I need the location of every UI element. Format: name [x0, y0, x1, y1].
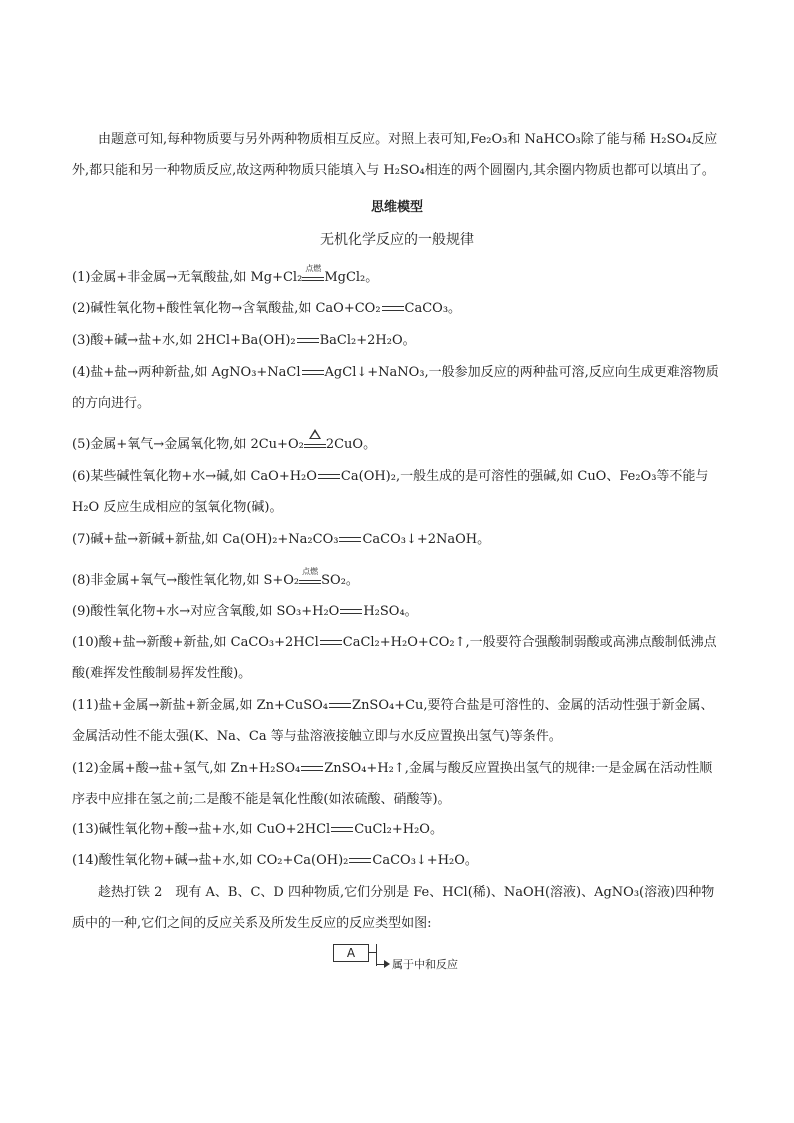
section-subheading: 无机化学反应的一般规律: [320, 232, 474, 248]
rule-14-reactants: (14)酸性氧化物+碱→盐+水,如 CO₂+Ca(OH)₂: [72, 853, 349, 868]
arrow-right-icon: [384, 960, 390, 968]
equals-sign: [349, 858, 371, 863]
equals-sign: [382, 306, 404, 311]
rule-9: [72, 602, 732, 622]
reaction-condition: [299, 567, 321, 584]
rule-10: [72, 627, 724, 689]
rule-1-products: MgCl₂。: [324, 270, 379, 285]
equals-sign: [301, 766, 323, 771]
connector-line: [368, 944, 377, 966]
equals-sign: [297, 338, 319, 343]
rule-1: [72, 264, 732, 288]
rule-12-products: ZnSO₄+H₂↑,金属与酸反应置换出氢气的规律:一是金属在活动性顺序表中应排在氢之前;二是酸不能是氧化性酸(如浓硫酸、硝酸等)。: [72, 761, 713, 807]
rule-12-reactants: (12)金属+酸→盐+氢气,如 Zn+H₂SO₄: [72, 761, 301, 776]
rule-8-products: SO₂。: [321, 573, 359, 588]
rule-5-reactants: (5)金属+氧气→金属氧化物,如 2Cu+O₂: [72, 437, 304, 452]
rule-2-products: CaCO₃。: [404, 301, 462, 316]
rule-3: [72, 331, 732, 351]
rule-7-reactants: (7)碱+盐→新碱+新盐,如 Ca(OH)₂+Na₂CO₃: [72, 532, 339, 547]
rule-2: [72, 299, 732, 319]
heat-triangle-icon: [309, 429, 321, 439]
rule-6-reactants: (6)某些碱性氧化物+水→碱,如 CaO+H₂O: [72, 469, 317, 484]
rule-13-reactants: (13)碱性氧化物+酸→盐+水,如 CuO+2HCl: [72, 822, 331, 837]
equals-sign: [340, 609, 362, 614]
equals-sign: [329, 703, 351, 708]
rule-7: [72, 530, 732, 550]
equals-sign: [339, 537, 361, 542]
rule-4-reactants: (4)盐+盐→两种新盐,如 AgNO₃+NaCl: [72, 365, 301, 380]
equals-sign: [331, 827, 353, 832]
rule-9-reactants: (9)酸性氧化物+水→对应含氧酸,如 SO₃+H₂O: [72, 604, 340, 619]
rule-6: [72, 461, 722, 523]
rule-13: [72, 820, 732, 840]
rule-14: [72, 851, 732, 871]
reaction-type-label: 属于中和反应: [392, 958, 458, 971]
heat-condition: [304, 442, 326, 448]
rule-5-products: 2CuO。: [325, 437, 377, 452]
rule-10-products: CaCl₂+H₂O+CO₂↑,一般要符合强酸制弱酸或高沸点酸制低沸点酸(难挥发性酸制易挥发性酸)。: [72, 635, 717, 681]
rule-14-products: CaCO₃↓+H₂O。: [372, 853, 478, 868]
rule-2-reactants: (2)碱性氧化物+酸性氧化物→含氧酸盐,如 CaO+CO₂: [72, 301, 381, 316]
rule-13-products: CuCl₂+H₂O。: [354, 822, 443, 837]
rule-11-reactants: (11)盐+金属→新盐+新金属,如 Zn+CuSO₄: [72, 698, 329, 713]
rule-12: [72, 753, 724, 815]
intro-paragraph: 由题意可知,每种物质要与另外两种物质相互反应。对照上表可知,Fe₂O₃和 NaHCO₃除了能与稀 H₂SO₄反应外,都只能和另一种物质反应,故这两种物质只能填入与 H₂SO₄相连的两个圆圈内,其余圈内物质也都可以填出了。: [72, 132, 718, 178]
rule-7-products: CaCO₃↓+2NaOH。: [362, 532, 491, 547]
condition-label: 点燃: [302, 567, 319, 576]
connector-top: [368, 952, 376, 953]
reaction-condition: [302, 264, 324, 281]
rule-9-products: H₂SO₄。: [363, 604, 418, 619]
rule-1-reactants: (1)金属+非金属→无氧酸盐,如 Mg+Cl₂: [72, 270, 303, 285]
rule-3-reactants: (3)酸+碱→盐+水,如 2HCl+Ba(OH)₂: [72, 333, 296, 348]
equals-sign: [302, 370, 324, 375]
equals-sign: [318, 474, 340, 479]
condition-label: 点燃: [305, 264, 322, 273]
rule-8-reactants: (8)非金属+氧气→酸性氧化物,如 S+O₂: [72, 573, 300, 588]
rule-11-products: ZnSO₄+Cu,要符合盐是可溶性的、金属的活动性强于新金属、金属活动性不能太强(K、Na、Ca 等与盐溶液接触立即与水反应置换出氢气)等条件。: [72, 698, 714, 744]
rule-3-products: BaCl₂+2H₂O。: [319, 333, 416, 348]
rule-10-reactants: (10)酸+盐→新酸+新盐,如 CaCO₃+2HCl: [72, 635, 319, 650]
equals-sign: [320, 640, 342, 645]
rule-4-products: AgCl↓+NaNO₃,一般参加反应的两种盐可溶,反应向生成更难溶物质的方向进行。: [72, 365, 719, 411]
section-heading: 思维模型: [370, 200, 423, 215]
rule-6-products: Ca(OH)₂,一般生成的是可溶性的强碱,如 CuO、Fe₂O₃等不能与H₂O 反应生成相应的氢氧化物(碱)。: [72, 469, 709, 515]
rule-5: [72, 435, 732, 455]
rule-4: [72, 357, 722, 419]
rule-11: [72, 690, 724, 752]
substance-box-a: A: [333, 944, 369, 962]
rule-8: [72, 567, 732, 591]
exercise-paragraph: 趁热打铁 2 现有 A、B、C、D 四种物质,它们分别是 Fe、HCl(稀)、NaOH(溶液)、AgNO₃(溶液)四种物质中的一种,它们之间的反应关系及所发生反应的反应类型如图:: [72, 885, 715, 931]
